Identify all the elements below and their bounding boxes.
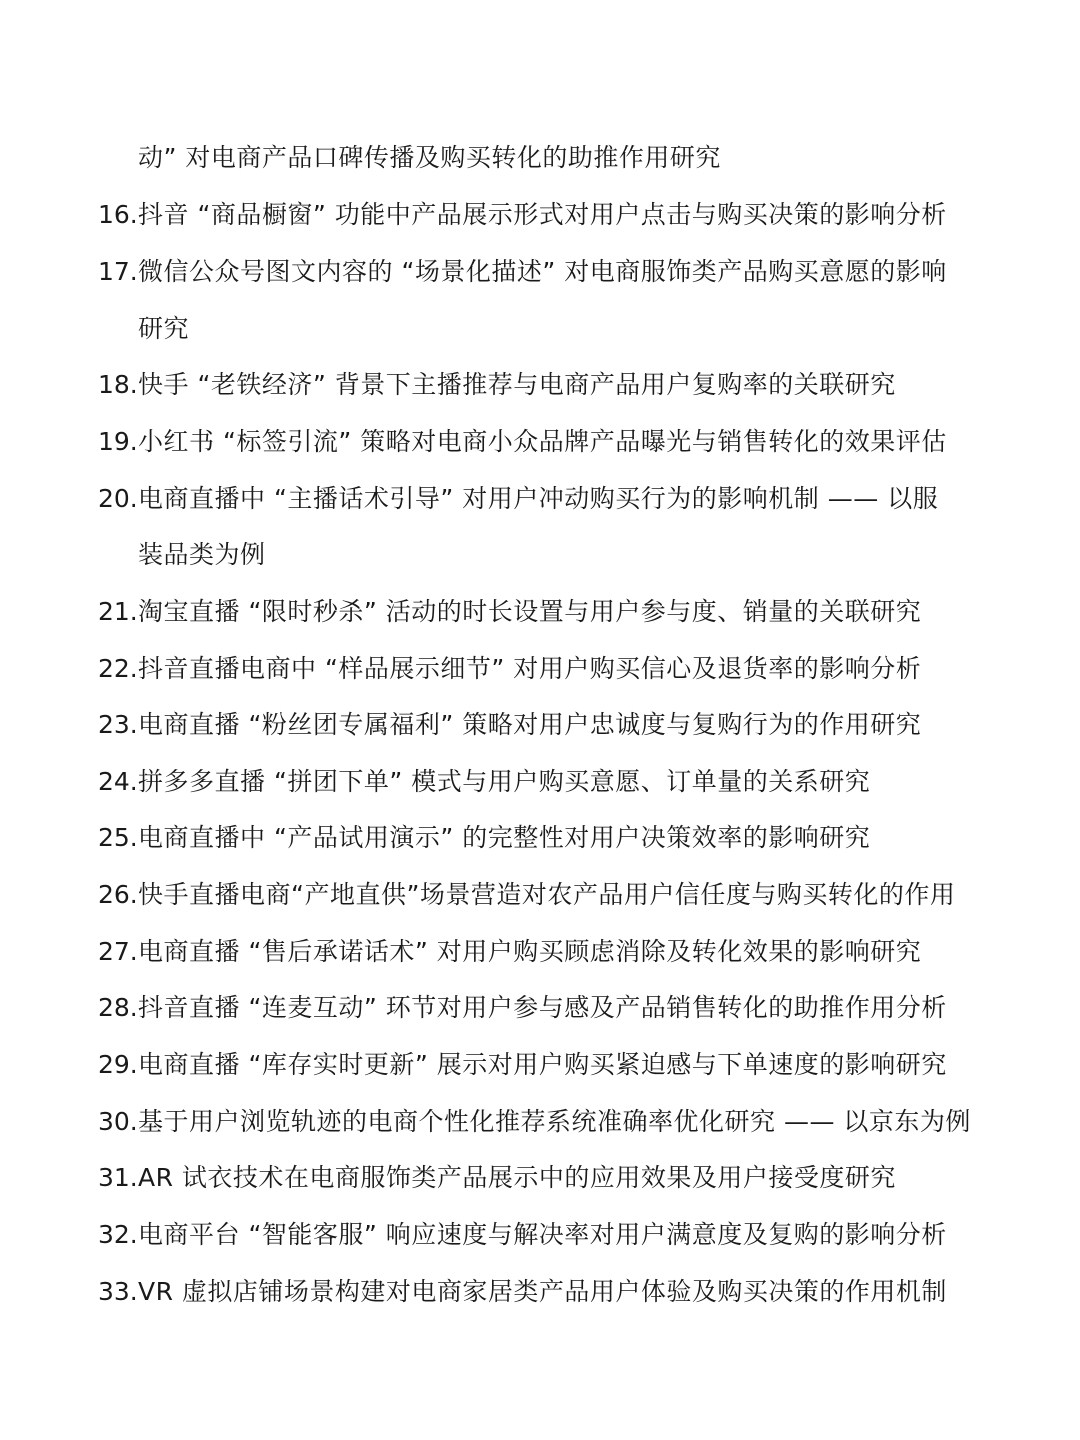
item-text: 动” 对电商产品口碑传播及购买转化的助推作用研究 [138, 143, 721, 172]
item-text: 抖音直播 “连麦互动” 环节对用户参与感及产品销售转化的助推作用分析 [138, 993, 947, 1022]
list-item-continuation [138, 138, 721, 178]
item-number: 28. [98, 993, 138, 1022]
item-number: 31. [98, 1163, 138, 1192]
list-item [98, 988, 998, 1028]
list-item [98, 818, 998, 858]
list-item-continuation [138, 535, 266, 575]
item-number: 19. [98, 427, 138, 456]
item-text: VR 虚拟店铺场景构建对电商家居类产品用户体验及购买决策的作用机制 [138, 1277, 947, 1306]
item-text: 抖音 “商品橱窗” 功能中产品展示形式对用户点击与购买决策的影响分析 [138, 200, 947, 229]
item-text: 淘宝直播 “限时秒杀” 活动的时长设置与用户参与度、销量的关联研究 [138, 597, 922, 626]
item-number: 27. [98, 937, 138, 966]
item-text: 小红书 “标签引流” 策略对电商小众品牌产品曝光与销售转化的效果评估 [138, 427, 947, 456]
list-item [98, 649, 998, 689]
item-number: 21. [98, 597, 138, 626]
item-number: 20. [98, 484, 138, 513]
item-text: 抖音直播电商中 “样品展示细节” 对用户购买信心及退货率的影响分析 [138, 654, 922, 683]
list-item [98, 1102, 998, 1142]
item-text: 电商直播 “库存实时更新” 展示对用户购买紧迫感与下单速度的影响研究 [138, 1050, 947, 1079]
item-number: 24. [98, 767, 138, 796]
item-number: 23. [98, 710, 138, 739]
item-number: 17. [98, 257, 138, 286]
item-number: 22. [98, 654, 138, 683]
item-number: 29. [98, 1050, 138, 1079]
list-item [98, 1158, 998, 1198]
list-item [98, 365, 998, 405]
item-number: 30. [98, 1107, 138, 1136]
list-item [98, 252, 998, 292]
item-text: 微信公众号图文内容的 “场景化描述” 对电商服饰类产品购买意愿的影响 [138, 257, 947, 286]
item-number: 33. [98, 1277, 138, 1306]
item-number: 25. [98, 823, 138, 852]
item-text: 基于用户浏览轨迹的电商个性化推荐系统准确率优化研究 —— 以京东为例 [138, 1107, 971, 1136]
item-number: 18. [98, 370, 138, 399]
list-item [98, 1215, 998, 1255]
list-item [98, 422, 998, 462]
item-number: 32. [98, 1220, 138, 1249]
list-item [98, 479, 998, 519]
item-text: AR 试衣技术在电商服饰类产品展示中的应用效果及用户接受度研究 [138, 1163, 896, 1192]
item-text: 拼多多直播 “拼团下单” 模式与用户购买意愿、订单量的关系研究 [138, 767, 871, 796]
list-item [98, 1045, 998, 1085]
item-text: 快手直播电商“产地直供”场景营造对农产品用户信任度与购买转化的作用 [138, 880, 956, 909]
item-text: 电商直播 “售后承诺话术” 对用户购买顾虑消除及转化效果的影响研究 [138, 937, 922, 966]
list-item [98, 195, 998, 235]
item-text: 电商直播 “粉丝团专属福利” 策略对用户忠诚度与复购行为的作用研究 [138, 710, 922, 739]
item-text: 研究 [138, 314, 190, 343]
list-item [98, 875, 998, 915]
list-item [98, 592, 998, 632]
item-text: 电商直播中 “产品试用演示” 的完整性对用户决策效率的影响研究 [138, 823, 871, 852]
list-item-continuation [138, 309, 189, 349]
item-text: 装品类为例 [138, 540, 266, 569]
list-item [98, 705, 998, 745]
list-item [98, 1272, 998, 1312]
item-text: 电商直播中 “主播话术引导” 对用户冲动购买行为的影响机制 —— 以服 [138, 484, 939, 513]
item-text: 快手 “老铁经济” 背景下主播推荐与电商产品用户复购率的关联研究 [138, 370, 896, 399]
list-item [98, 762, 998, 802]
list-item [98, 932, 998, 972]
item-number: 26. [98, 880, 138, 909]
item-text: 电商平台 “智能客服” 响应速度与解决率对用户满意度及复购的影响分析 [138, 1220, 947, 1249]
item-number: 16. [98, 200, 138, 229]
